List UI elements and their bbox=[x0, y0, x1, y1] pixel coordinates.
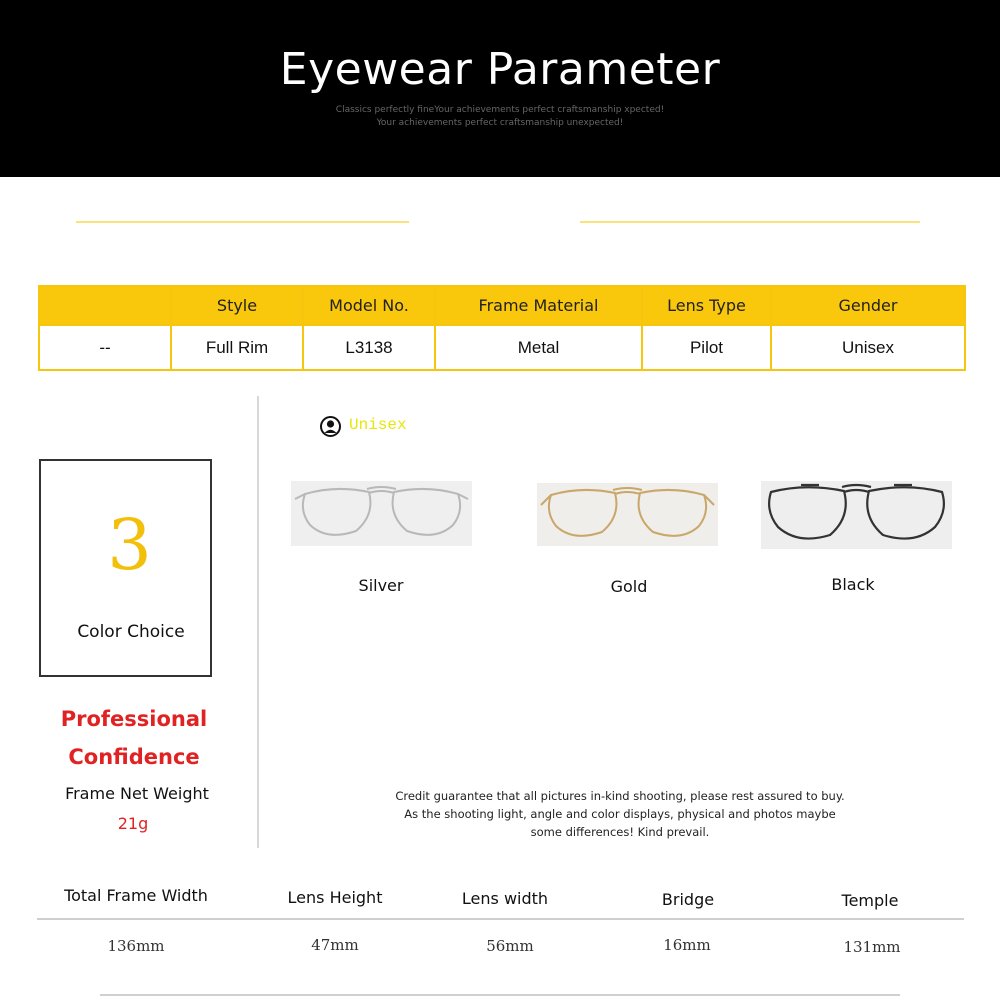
variant-label-gold: Gold bbox=[610, 577, 648, 596]
measure-value-lens-height: 47mm bbox=[311, 936, 359, 954]
measure-label-lens-height: Lens Height bbox=[287, 888, 383, 907]
glasses-black-image bbox=[761, 481, 952, 549]
param-header-gender: Gender bbox=[771, 286, 965, 325]
param-value-gender: Unisex bbox=[771, 325, 965, 370]
param-header-blank bbox=[39, 286, 171, 325]
glasses-icon bbox=[537, 483, 718, 546]
param-header-model: Model No. bbox=[303, 286, 435, 325]
measure-value-bridge: 16mm bbox=[663, 936, 711, 954]
param-header-material: Frame Material bbox=[435, 286, 642, 325]
param-value-blank: -- bbox=[39, 325, 171, 370]
gender-badge-label: Unisex bbox=[349, 416, 407, 434]
credit-notice bbox=[300, 787, 940, 841]
weight-value: 21g bbox=[117, 814, 149, 833]
credit-line-2: As the shooting light, angle and color displays, physical and photos maybe bbox=[404, 807, 836, 821]
vertical-divider bbox=[257, 396, 259, 848]
tagline-line-2: Your achievements perfect craftsmanship unexpected! bbox=[376, 118, 624, 128]
color-count: 3 bbox=[107, 504, 152, 586]
measure-value-temple: 131mm bbox=[843, 938, 901, 956]
slogan-line-2: Confidence bbox=[68, 745, 200, 769]
measure-label-lens-width: Lens width bbox=[461, 889, 549, 908]
measurements-divider bbox=[37, 918, 964, 920]
measure-label-total-width: Total Frame Width bbox=[64, 886, 208, 905]
measure-value-lens-width: 56mm bbox=[486, 937, 534, 955]
glasses-icon bbox=[761, 481, 952, 549]
measure-label-bridge: Bridge bbox=[661, 890, 715, 909]
param-value-model: L3138 bbox=[303, 325, 435, 370]
param-header-lens-type: Lens Type bbox=[642, 286, 771, 325]
glasses-icon bbox=[291, 481, 472, 546]
tagline-line-1: Classics perfectly fineYour achievements perfect craftsmanship xpected! bbox=[335, 105, 665, 115]
param-value-material: Metal bbox=[435, 325, 642, 370]
glasses-gold-image bbox=[537, 483, 718, 546]
measure-value-total-width: 136mm bbox=[107, 937, 165, 955]
param-header-style: Style bbox=[171, 286, 303, 325]
param-value-lens-type: Pilot bbox=[642, 325, 771, 370]
credit-line-3: some differences! Kind prevail. bbox=[530, 825, 710, 839]
divider-left bbox=[76, 221, 409, 223]
credit-line-1: Credit guarantee that all pictures in-kind shooting, please rest assured to buy. bbox=[395, 789, 845, 803]
page-title: Eyewear Parameter bbox=[279, 44, 721, 95]
parameter-value-row bbox=[39, 325, 965, 370]
param-value-style: Full Rim bbox=[171, 325, 303, 370]
bottom-divider bbox=[100, 994, 900, 996]
parameter-header-row bbox=[39, 286, 965, 325]
measure-label-temple: Temple bbox=[841, 891, 899, 910]
variant-label-silver: Silver bbox=[358, 576, 404, 595]
divider-right bbox=[580, 221, 920, 223]
variant-label-black: Black bbox=[831, 575, 875, 594]
glasses-silver-image bbox=[291, 481, 472, 546]
person-icon bbox=[320, 416, 341, 437]
weight-label: Frame Net Weight bbox=[65, 784, 209, 803]
color-choice-label: Color Choice bbox=[77, 622, 185, 642]
slogan-line-1: Professional bbox=[60, 707, 208, 731]
parameter-table bbox=[38, 285, 966, 371]
